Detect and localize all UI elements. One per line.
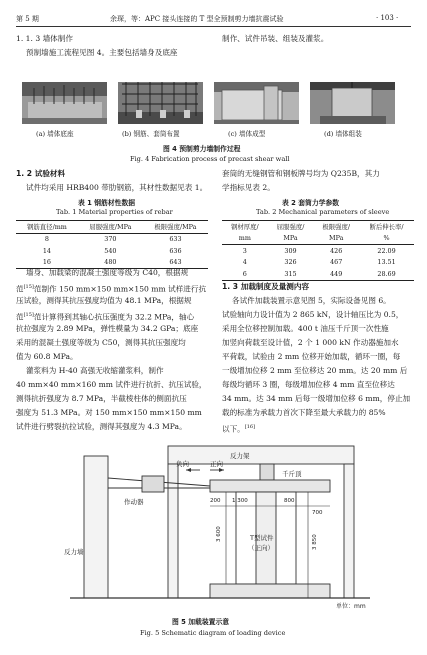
paragraph-line: 压试验，测得其抗压强度均值为 48.1 MPa，根据规 (16, 296, 192, 305)
text-run: 以下。 (222, 424, 245, 434)
table-cell: 636 (169, 246, 182, 255)
fig4-caption-d: (d) 墙体组装 (324, 130, 362, 138)
table2-header-unit: MPa (268, 233, 314, 245)
table-cell: 540 (104, 246, 117, 255)
label-jack: 千斤顶 (282, 470, 302, 478)
photo-wall-formed (214, 82, 299, 124)
paragraph-line: 一级增加位移 2 mm 至位移达 20 mm。达 20 mm 后 (222, 366, 408, 375)
photo-wall-base (22, 82, 107, 124)
paragraph-line: 试件进行劈裂抗拉试验，测得其强度为 4.3 MPa。 (16, 422, 187, 431)
table-row (16, 245, 208, 257)
table1-title-cn: 表 1 钢筋材性数据 (78, 199, 136, 207)
table2-header-cell: 极限强度/ (322, 223, 351, 232)
fig4-title-cn: 图 4 预制剪力墙制作过程 (163, 145, 241, 153)
dim-800: 800 (284, 498, 295, 504)
table-cell: 8 (44, 235, 49, 244)
text-run: 范 (16, 284, 24, 294)
text-run: 范 (16, 312, 24, 322)
label-specimen: T型试件 (250, 534, 274, 542)
paragraph-line: 墙身、加载梁的混凝土强度等级为 C40，根据规 (26, 268, 189, 277)
table1-header-cell: 极限强度/MPa (143, 221, 208, 234)
paragraph-line: 34 mm。达 34 mm 后每一级增加位移 6 mm，停止加 (222, 394, 411, 403)
paragraph-line: 制作、试件吊装、组装及灌浆。 (222, 34, 329, 43)
table2-header-cell: 屈服强度/ (276, 223, 305, 232)
citation-ref: [15] (23, 284, 34, 290)
paragraph-line: 每级均循环 3 圈，每级增加位移 4 mm 直至位移达 (222, 380, 395, 389)
table2-title-en: Tab. 2 Mechanical parameters of sleeve (256, 208, 390, 216)
table1-title-en: Tab. 1 Material properties of rebar (56, 208, 173, 216)
paragraph-line: 试件均采用 HRB400 带肋钢筋，其材性数据见表 1。 (26, 183, 208, 192)
table-cell: 480 (104, 258, 117, 267)
fig4-caption-c: (c) 墙体成型 (228, 130, 266, 138)
label-negative: 负向 (176, 460, 189, 468)
table-cell: 426 (330, 246, 343, 255)
page-number: · 103 · (376, 14, 399, 22)
paragraph-line: 强度为 51.3 MPa。对 150 mm×150 mm×150 mm (16, 408, 202, 417)
citation-ref: [16] (244, 424, 256, 430)
text-run: 范制作 150 mm×150 mm×150 mm 试样进行抗 (33, 284, 207, 294)
reaction-frame-beam (168, 446, 354, 464)
table-row (222, 268, 414, 280)
negative-arrowhead (186, 468, 191, 472)
actuator-body (142, 476, 164, 492)
table-cell: 315 (284, 269, 297, 278)
text-run: 范计算得到其轴心抗压强度为 32.2 MPa，轴心 (33, 312, 195, 322)
table1-header-row (16, 221, 208, 234)
paragraph-line: 采用全位移控制加载。400 t 油压千斤顶一次性施 (222, 324, 389, 333)
table2-title-cn: 表 2 套筒力学参数 (282, 199, 340, 207)
table2-header-unit: mm (222, 233, 268, 245)
dim-1300: 1 300 (232, 498, 248, 504)
dim-3600: 3 600 (216, 526, 222, 542)
section-1-2-heading: 1. 2 试验材料 (16, 169, 66, 178)
fig4-title-en: Fig. 4 Fabrication process of precast shear wall (130, 155, 290, 163)
header-rule (16, 26, 411, 27)
table-cell: 13.51 (377, 258, 396, 267)
table2-header-cell: 断后伸长率/ (369, 223, 404, 232)
positive-arrowhead (219, 468, 224, 472)
table-cell: 6 (242, 269, 247, 278)
paragraph-line: 套筒的无缝钢管和钢板牌号均为 Q235B，其力 (222, 169, 380, 178)
issue-number: 第 5 期 (16, 15, 39, 23)
paragraph-line: 各试件加载装置示意见图 5，实际设备见图 6。 (232, 296, 391, 305)
table1-rebar-properties (16, 220, 208, 269)
table1-header-cell: 钢筋直径/mm (16, 221, 78, 234)
citation-ref: [15] (23, 312, 34, 318)
fig4-caption-b: (b) 钢筋、套筒布置 (122, 130, 180, 138)
reaction-frame-column-right (344, 464, 354, 598)
table-cell: 4 (242, 258, 247, 267)
label-actuator: 作动器 (124, 498, 144, 506)
table-cell: 16 (42, 258, 51, 267)
label-specimen-direction: （正向） (248, 544, 274, 552)
paragraph-line: 抗拉强度为 2.89 MPa，弹性模量为 34.2 GPa；底座 (16, 324, 199, 333)
table-cell: 22.09 (377, 246, 396, 255)
table2-header-row (222, 221, 414, 233)
paragraph-line: 加竖向荷载至设计值，2 个 1 000 kN 作动器施加水 (222, 338, 399, 347)
table-cell: 633 (169, 235, 182, 244)
loading-device-diagram (60, 438, 380, 610)
paragraph-line: 灌浆料为 H-40 高强无收缩灌浆料，制作 (26, 366, 164, 375)
base-block (210, 584, 330, 598)
table2-sleeve-parameters (222, 220, 414, 281)
table-row (222, 257, 414, 269)
table-cell: 449 (330, 269, 343, 278)
label-reaction-wall: 反力墙 (64, 548, 84, 556)
paragraph-line: 采用的混凝土强度等级为 C50，测得其抗压强度均 (16, 338, 186, 347)
fig5-title-cn: 图 5 加载装置示意 (172, 618, 230, 626)
reaction-frame-column-left (168, 464, 178, 598)
table2-header-cell: 钢材厚度/ (230, 223, 259, 232)
table-cell: 643 (169, 258, 182, 267)
table-row (222, 245, 414, 257)
unit-label: 单位：mm (336, 603, 366, 610)
fig4-caption-a: (a) 墙体底座 (36, 130, 74, 138)
label-positive: 正向 (210, 460, 223, 468)
loading-beam (210, 480, 330, 492)
table-cell: 309 (284, 246, 297, 255)
section-1-3-heading: 1. 3 加载制度及量测内容 (222, 282, 310, 291)
table1-header-cell: 屈服强度/MPa (78, 221, 143, 234)
table2-header-unit: MPa (313, 233, 359, 245)
paragraph-line (222, 420, 255, 437)
dim-3850: 3 850 (312, 534, 318, 550)
table-cell: 28.69 (377, 269, 396, 278)
section-1-1-3-heading: 1. 1. 3 墙体制作 (16, 34, 73, 43)
photo-rebar-sleeve (118, 82, 203, 124)
paragraph-line: 预制墙施工流程见图 4。主要包括墙身及底座 (26, 48, 178, 57)
table-cell: 370 (104, 235, 117, 244)
table-row (16, 233, 208, 245)
paragraph-line: 学指标见表 2。 (222, 183, 275, 192)
paragraph-line: 测得抗折强度为 8.7 MPa，半截棱柱体的侧面抗压 (16, 394, 187, 403)
table-cell: 14 (42, 246, 51, 255)
hydraulic-jack-shape (260, 464, 274, 480)
paragraph-line: 值为 60.8 MPa。 (16, 352, 78, 361)
label-reaction-frame: 反力架 (230, 452, 250, 460)
paragraph-line: 试验轴向力设计值为 2 865 kN，设计轴压比为 0.5， (222, 310, 404, 319)
paragraph-line: 平荷载，试验由 2 mm 位移开始加载，循环一圈，每 (222, 352, 401, 361)
table-cell: 3 (242, 246, 247, 255)
table-cell: 467 (330, 258, 343, 267)
photo-wall-assembly (310, 82, 395, 124)
reaction-wall-shape (84, 456, 108, 598)
fig5-title-en: Fig. 5 Schematic diagram of loading device (140, 629, 286, 637)
paragraph-line: 40 mm×40 mm×160 mm 试件进行抗折、抗压试验， (16, 380, 207, 389)
running-title: 余琛，等：APC 接头连接的 T 型全预制剪力墙抗震试验 (110, 15, 284, 23)
paragraph-line: 载的标准为承载力首次下降至最大承载力的 85% (222, 408, 386, 417)
table2-header-unit: % (359, 233, 414, 245)
dim-200: 200 (210, 498, 221, 504)
table2-header-row (222, 233, 414, 245)
dim-700: 700 (312, 510, 323, 516)
table-cell: 326 (284, 258, 297, 267)
